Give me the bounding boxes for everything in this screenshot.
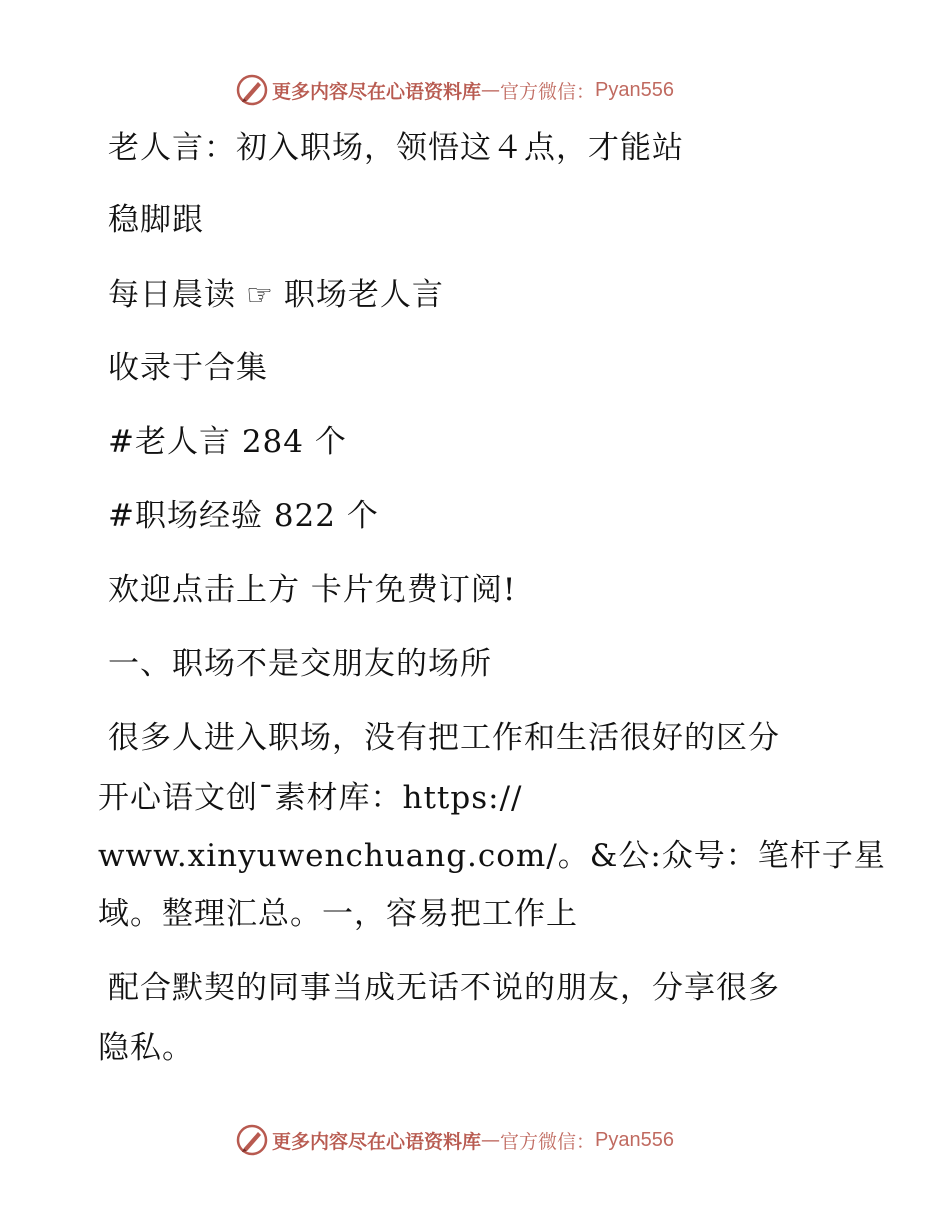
- article-title-line-2: 稳脚跟: [108, 202, 204, 238]
- tag-laorenyan[interactable]: #老人言 284 个: [108, 424, 347, 460]
- series-name: 职场老人言: [283, 277, 444, 313]
- watermark-wechat-id: Pyan556: [595, 1128, 674, 1151]
- paragraph-2-line-2: 隐私。: [98, 1030, 194, 1066]
- collection-label: 收录于合集: [108, 350, 268, 386]
- watermark-brand: 更多内容尽在心语资料库: [272, 80, 482, 103]
- paragraph-2-line-1: 配合默契的同事当成无话不说的朋友，分享很多: [108, 970, 780, 1006]
- footer-watermark: [236, 1123, 674, 1157]
- watermark-wechat-id: Pyan556: [595, 78, 674, 101]
- tag-zhichang-jingyan[interactable]: #职场经验 822 个: [108, 498, 379, 534]
- watermark-wechat-label: 官方微信：: [500, 1130, 596, 1153]
- watermark-wechat-label: 官方微信：: [500, 80, 596, 103]
- watermark-dash: —: [481, 1129, 501, 1151]
- series-line: [108, 275, 444, 316]
- subscribe-prompt: 欢迎点击上方 卡片免费订阅!: [108, 572, 517, 608]
- paragraph-1-line-4: 域。整理汇总。一，容易把工作上: [98, 896, 578, 932]
- watermark-dash: —: [481, 79, 501, 101]
- watermark-brand: 更多内容尽在心语资料库: [272, 1130, 482, 1153]
- article-title-line-1: 老人言：初入职场，领悟这４点，才能站: [108, 130, 684, 166]
- paragraph-1-line-3: www.xinyuwenchuang.com/。&公:众号：笔杆子星: [98, 838, 886, 874]
- paragraph-1-line-2: 开心语文创¯素材库：https://: [98, 780, 523, 816]
- pen-logo-icon: [236, 74, 268, 106]
- pointing-hand-icon: ☞: [246, 278, 274, 313]
- header-watermark: [236, 73, 674, 107]
- pen-logo-icon: [236, 1124, 268, 1156]
- paragraph-1-line-1: 很多人进入职场，没有把工作和生活很好的区分: [108, 720, 780, 756]
- section-1-heading: 一、职场不是交朋友的场所: [108, 646, 492, 682]
- series-prefix: 每日晨读: [108, 277, 236, 313]
